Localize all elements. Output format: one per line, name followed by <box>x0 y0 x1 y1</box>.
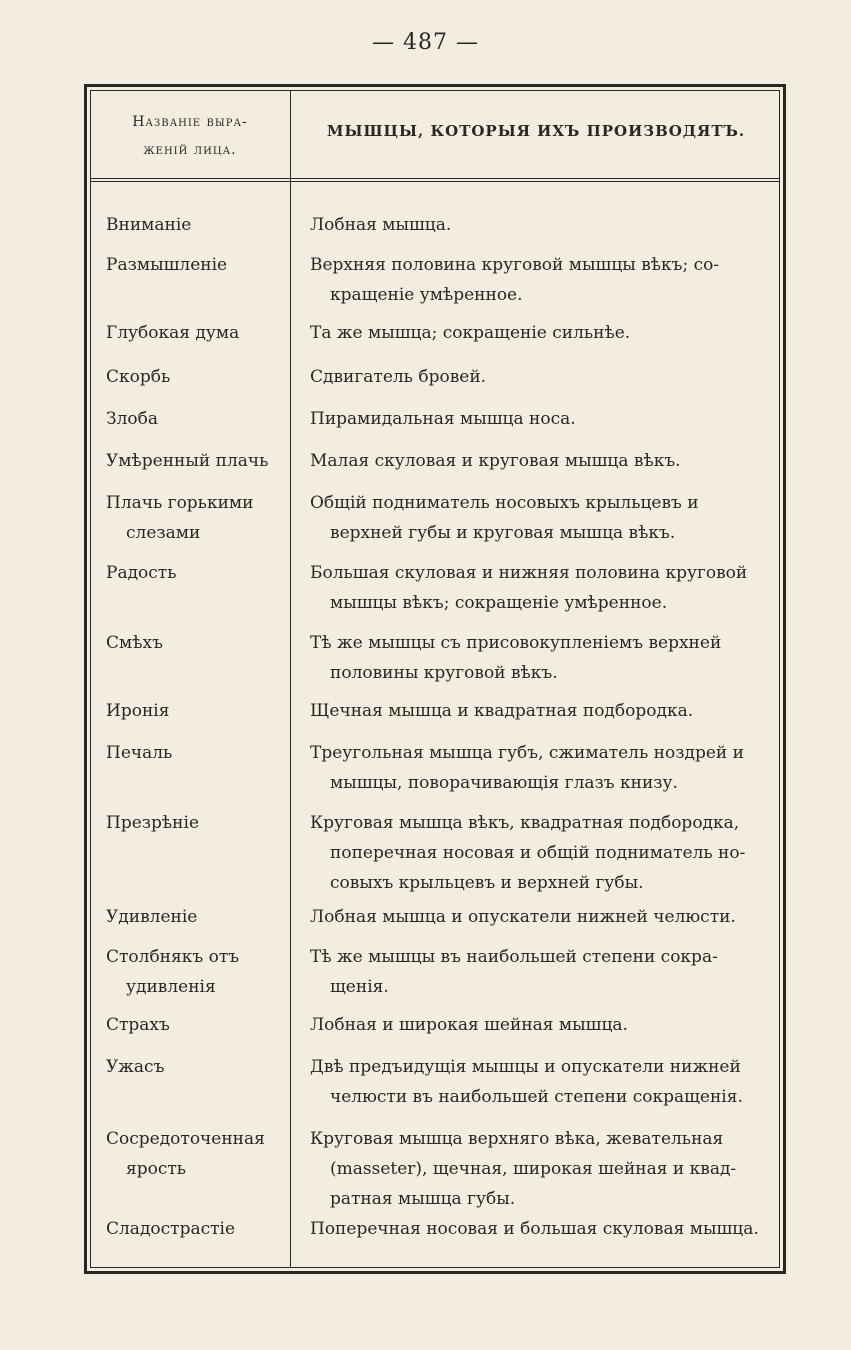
muscle-description-line: мышцы вѣкъ; сокращенiе умѣренное. <box>330 593 668 613</box>
muscle-description-line: мышцы, поворачивающiя глазъ книзу. <box>330 773 678 793</box>
expression-name-line: Иронiя <box>106 701 170 721</box>
muscle-description <box>310 558 776 618</box>
expression-name <box>106 1124 288 1184</box>
expression-name-line: Сладострастiе <box>106 1219 236 1239</box>
muscle-description <box>310 488 776 548</box>
muscle-description <box>310 808 776 898</box>
header-muscles: МЫШЦЫ, КОТОРЫЯ ИХЪ ПРОИЗВОДЯТЪ. <box>326 122 746 140</box>
expression-name-line: Глубокая дума <box>106 323 240 343</box>
expression-name <box>106 1214 288 1244</box>
expression-name-line: Плачь горькими <box>106 493 254 513</box>
muscle-description-line: Большая скуловая и нижняя половина круговой <box>310 563 748 583</box>
muscle-description <box>310 628 776 688</box>
muscle-description <box>310 362 776 392</box>
column-divider <box>290 90 291 1268</box>
expression-name <box>106 808 288 838</box>
expression-name-line: Сосредоточенная <box>106 1129 265 1149</box>
header-expression-name-part: Названiе выра- <box>132 114 248 130</box>
expression-name-line: ярость <box>126 1159 187 1179</box>
expression-name-line: Печаль <box>106 743 173 763</box>
expression-name <box>106 446 288 476</box>
expression-name-line: Вниманiе <box>106 215 192 235</box>
header-rule <box>90 178 780 182</box>
muscle-description-line: ратная мышца губы. <box>330 1189 516 1209</box>
expression-name-line: Радость <box>106 563 177 583</box>
muscle-description <box>310 738 776 798</box>
muscle-description-line: Щечная мышца и квадратная подбородка. <box>310 701 694 721</box>
muscle-description-line: челюсти въ наибольшей степени сокращенiя. <box>330 1087 743 1107</box>
muscle-description-line: Лобная мышца и опускатели нижней челюсти. <box>310 907 736 927</box>
muscle-description <box>310 318 776 348</box>
muscle-description-line: Круговая мышца верхняго вѣка, жевательная <box>310 1129 724 1149</box>
muscle-description <box>310 1010 776 1040</box>
expression-name-line: Размышленiе <box>106 255 228 275</box>
muscle-description <box>310 210 776 240</box>
muscle-description-line: Сдвигатель бровей. <box>310 367 487 387</box>
muscle-description-line: Лобная мышца. <box>310 215 452 235</box>
muscle-description-line: кращенiе умѣренное. <box>330 285 523 305</box>
muscle-description <box>310 404 776 434</box>
muscle-description-line: Общiй подниматель носовыхъ крыльцевъ и <box>310 493 699 513</box>
muscle-description-line: Круговая мышца вѣкъ, квадратная подбородка, <box>310 813 740 833</box>
expression-name <box>106 250 288 280</box>
muscle-description-line: (masseter), щечная, широкая шейная и квад- <box>330 1159 737 1179</box>
expression-name-line: Ужасъ <box>106 1057 165 1077</box>
expression-name-line: Столбнякъ отъ <box>106 947 240 967</box>
muscle-description-line: Та же мышца; сокращенiе сильнѣе. <box>310 323 631 343</box>
expression-name-line: Презрѣнiе <box>106 813 200 833</box>
header-expression-name-part: женiй лица. <box>143 142 237 158</box>
muscle-description-line: Тѣ же мышцы съ присовокупленiемъ верхней <box>310 633 722 653</box>
expression-name <box>106 738 288 768</box>
expression-name-line: Злоба <box>106 409 158 429</box>
expression-name <box>106 628 288 658</box>
muscle-description-line: Треугольная мышца губъ, сжиматель ноздрей и <box>310 743 744 763</box>
expression-name-line: Страхъ <box>106 1015 170 1035</box>
muscle-description-line: половины круговой вѣкъ. <box>330 663 558 683</box>
muscle-description <box>310 696 776 726</box>
muscle-description-line: совыхъ крыльцевъ и верхней губы. <box>330 873 644 893</box>
muscle-description-line: Двѣ предъидущiя мышцы и опускатели нижней <box>310 1057 741 1077</box>
muscle-description-line: верхней губы и круговая мышца вѣкъ. <box>330 523 676 543</box>
expression-name <box>106 1052 288 1082</box>
muscle-description-line: Верхняя половина круговой мышцы вѣкъ; со- <box>310 255 720 275</box>
expression-name <box>106 404 288 434</box>
muscle-description <box>310 1214 776 1244</box>
muscle-description <box>310 942 776 1002</box>
page-number: — 487 — <box>372 30 479 55</box>
expression-name-line: Умѣренный плачь <box>106 451 269 471</box>
expression-name-line: Смѣхъ <box>106 633 163 653</box>
muscle-description <box>310 1124 776 1214</box>
muscle-description-line: поперечная носовая и общiй подниматель но- <box>330 843 746 863</box>
expression-name <box>106 696 288 726</box>
expression-name-line: Удивленiе <box>106 907 198 927</box>
expression-name <box>106 488 288 548</box>
expression-name <box>106 362 288 392</box>
muscle-description-line: Малая скуловая и круговая мышца вѣкъ. <box>310 451 681 471</box>
muscle-description-line: Поперечная носовая и большая скуловая мышца. <box>310 1219 759 1239</box>
expression-name <box>106 210 288 240</box>
expression-name-line: Скорбь <box>106 367 171 387</box>
muscle-description-line: Пирамидальная мышца носа. <box>310 409 576 429</box>
header-expression-name-line <box>96 108 284 164</box>
expression-name <box>106 942 288 1002</box>
header-expression-name <box>96 108 284 164</box>
expression-name-line: слезами <box>126 523 201 543</box>
expression-name <box>106 558 288 588</box>
muscle-description <box>310 250 776 310</box>
muscle-description-line: Лобная и широкая шейная мышца. <box>310 1015 628 1035</box>
muscle-description-line: щенiя. <box>330 977 389 997</box>
expression-name <box>106 902 288 932</box>
expression-name <box>106 1010 288 1040</box>
muscle-description <box>310 902 776 932</box>
muscle-description <box>310 1052 776 1112</box>
muscle-description-line: Тѣ же мышцы въ наибольшей степени сокра- <box>310 947 718 967</box>
expression-name <box>106 318 288 348</box>
expression-name-line: удивленiя <box>126 977 216 997</box>
muscle-description <box>310 446 776 476</box>
